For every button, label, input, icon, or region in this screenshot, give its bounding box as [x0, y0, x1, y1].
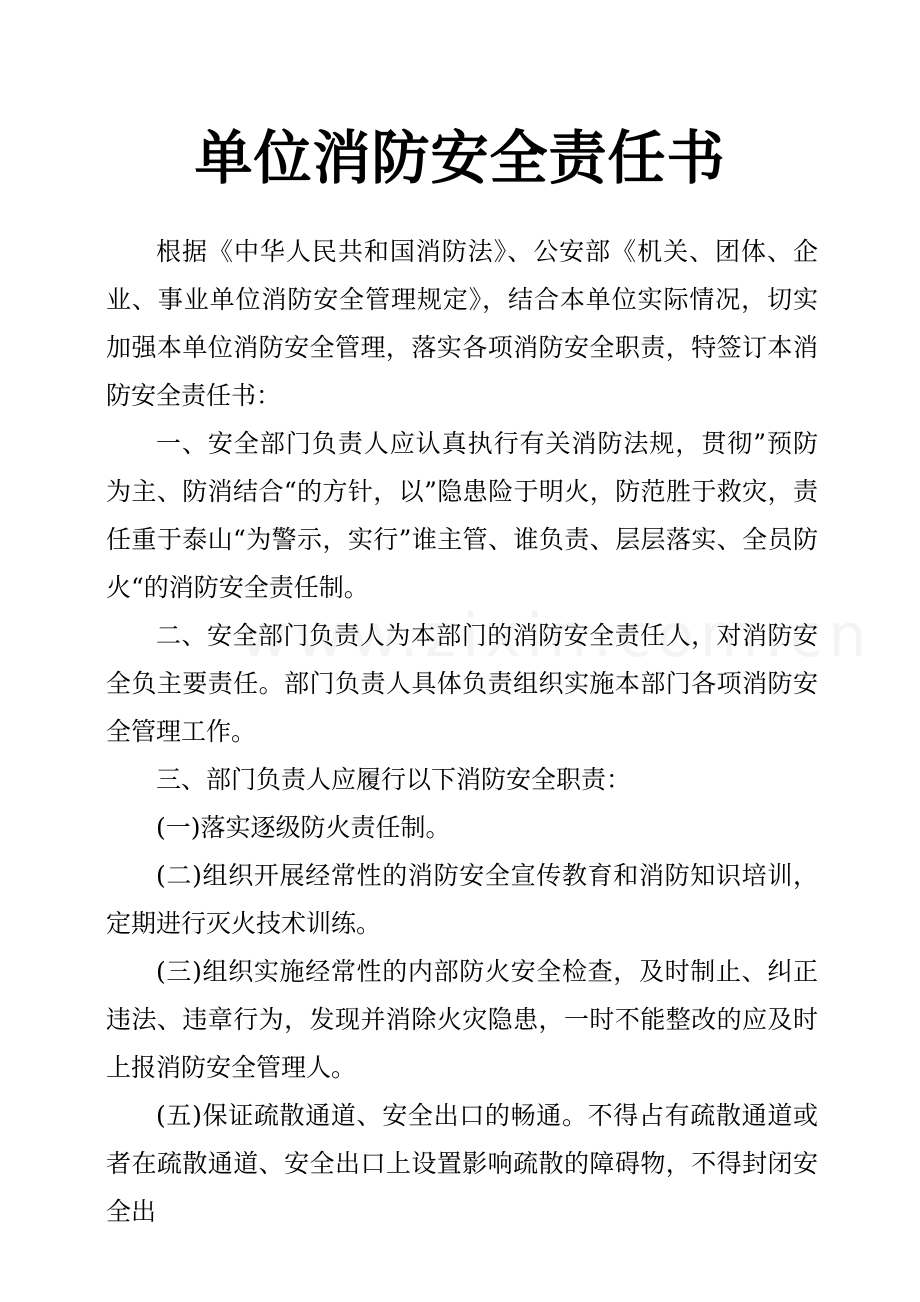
- paragraph-clause-2: 二、安全部门负责人为本部门的消防安全责任人，对消防安全负主要责任。部门负责人具体负责组织实施本部门各项消防安全管理工作。: [106, 621, 818, 746]
- paragraph-item-3: (三)组织实施经常性的内部防火安全检查，及时制止、纠正违法、违章行为，发现并消除火灾隐患，一时不能整改的应及时上报消防安全管理人。: [106, 957, 818, 1082]
- paragraph-clause-1: 一、安全部门负责人应认真执行有关消防法规，贯彻”预防为主、防消结合“的方针，以”隐患险于明火，防范胜于救灾，责任重于泰山“为警示，实行”谁主管、谁负责、层层落实、全员防火“的消防安全责任制。: [106, 429, 818, 602]
- paragraph-item-5: (五)保证疏散通道、安全出口的畅通。不得占有疏散通道或者在疏散通道、安全出口上设置影响疏散的障碍物，不得封闭安全出: [106, 1101, 818, 1226]
- document-body: [106, 228, 818, 1236]
- paragraph-clause-3: 三、部门负责人应履行以下消防安全职责：: [156, 765, 632, 794]
- paragraph-item-2: (二)组织开展经常性的消防安全宣传教育和消防知识培训，定期进行灭火技术训练。: [106, 861, 818, 938]
- paragraph-intro: 根据《中华人民共和国消防法》、公安部《机关、团体、企业、事业单位消防安全管理规定》，结合本单位实际情况，切实加强本单位消防安全管理，落实各项消防安全职责，特签订本消防安全责任书：: [106, 237, 818, 410]
- document-title: 单位消防安全责任书: [194, 124, 726, 192]
- paragraph-item-1: (一)落实逐级防火责任制。: [156, 813, 451, 842]
